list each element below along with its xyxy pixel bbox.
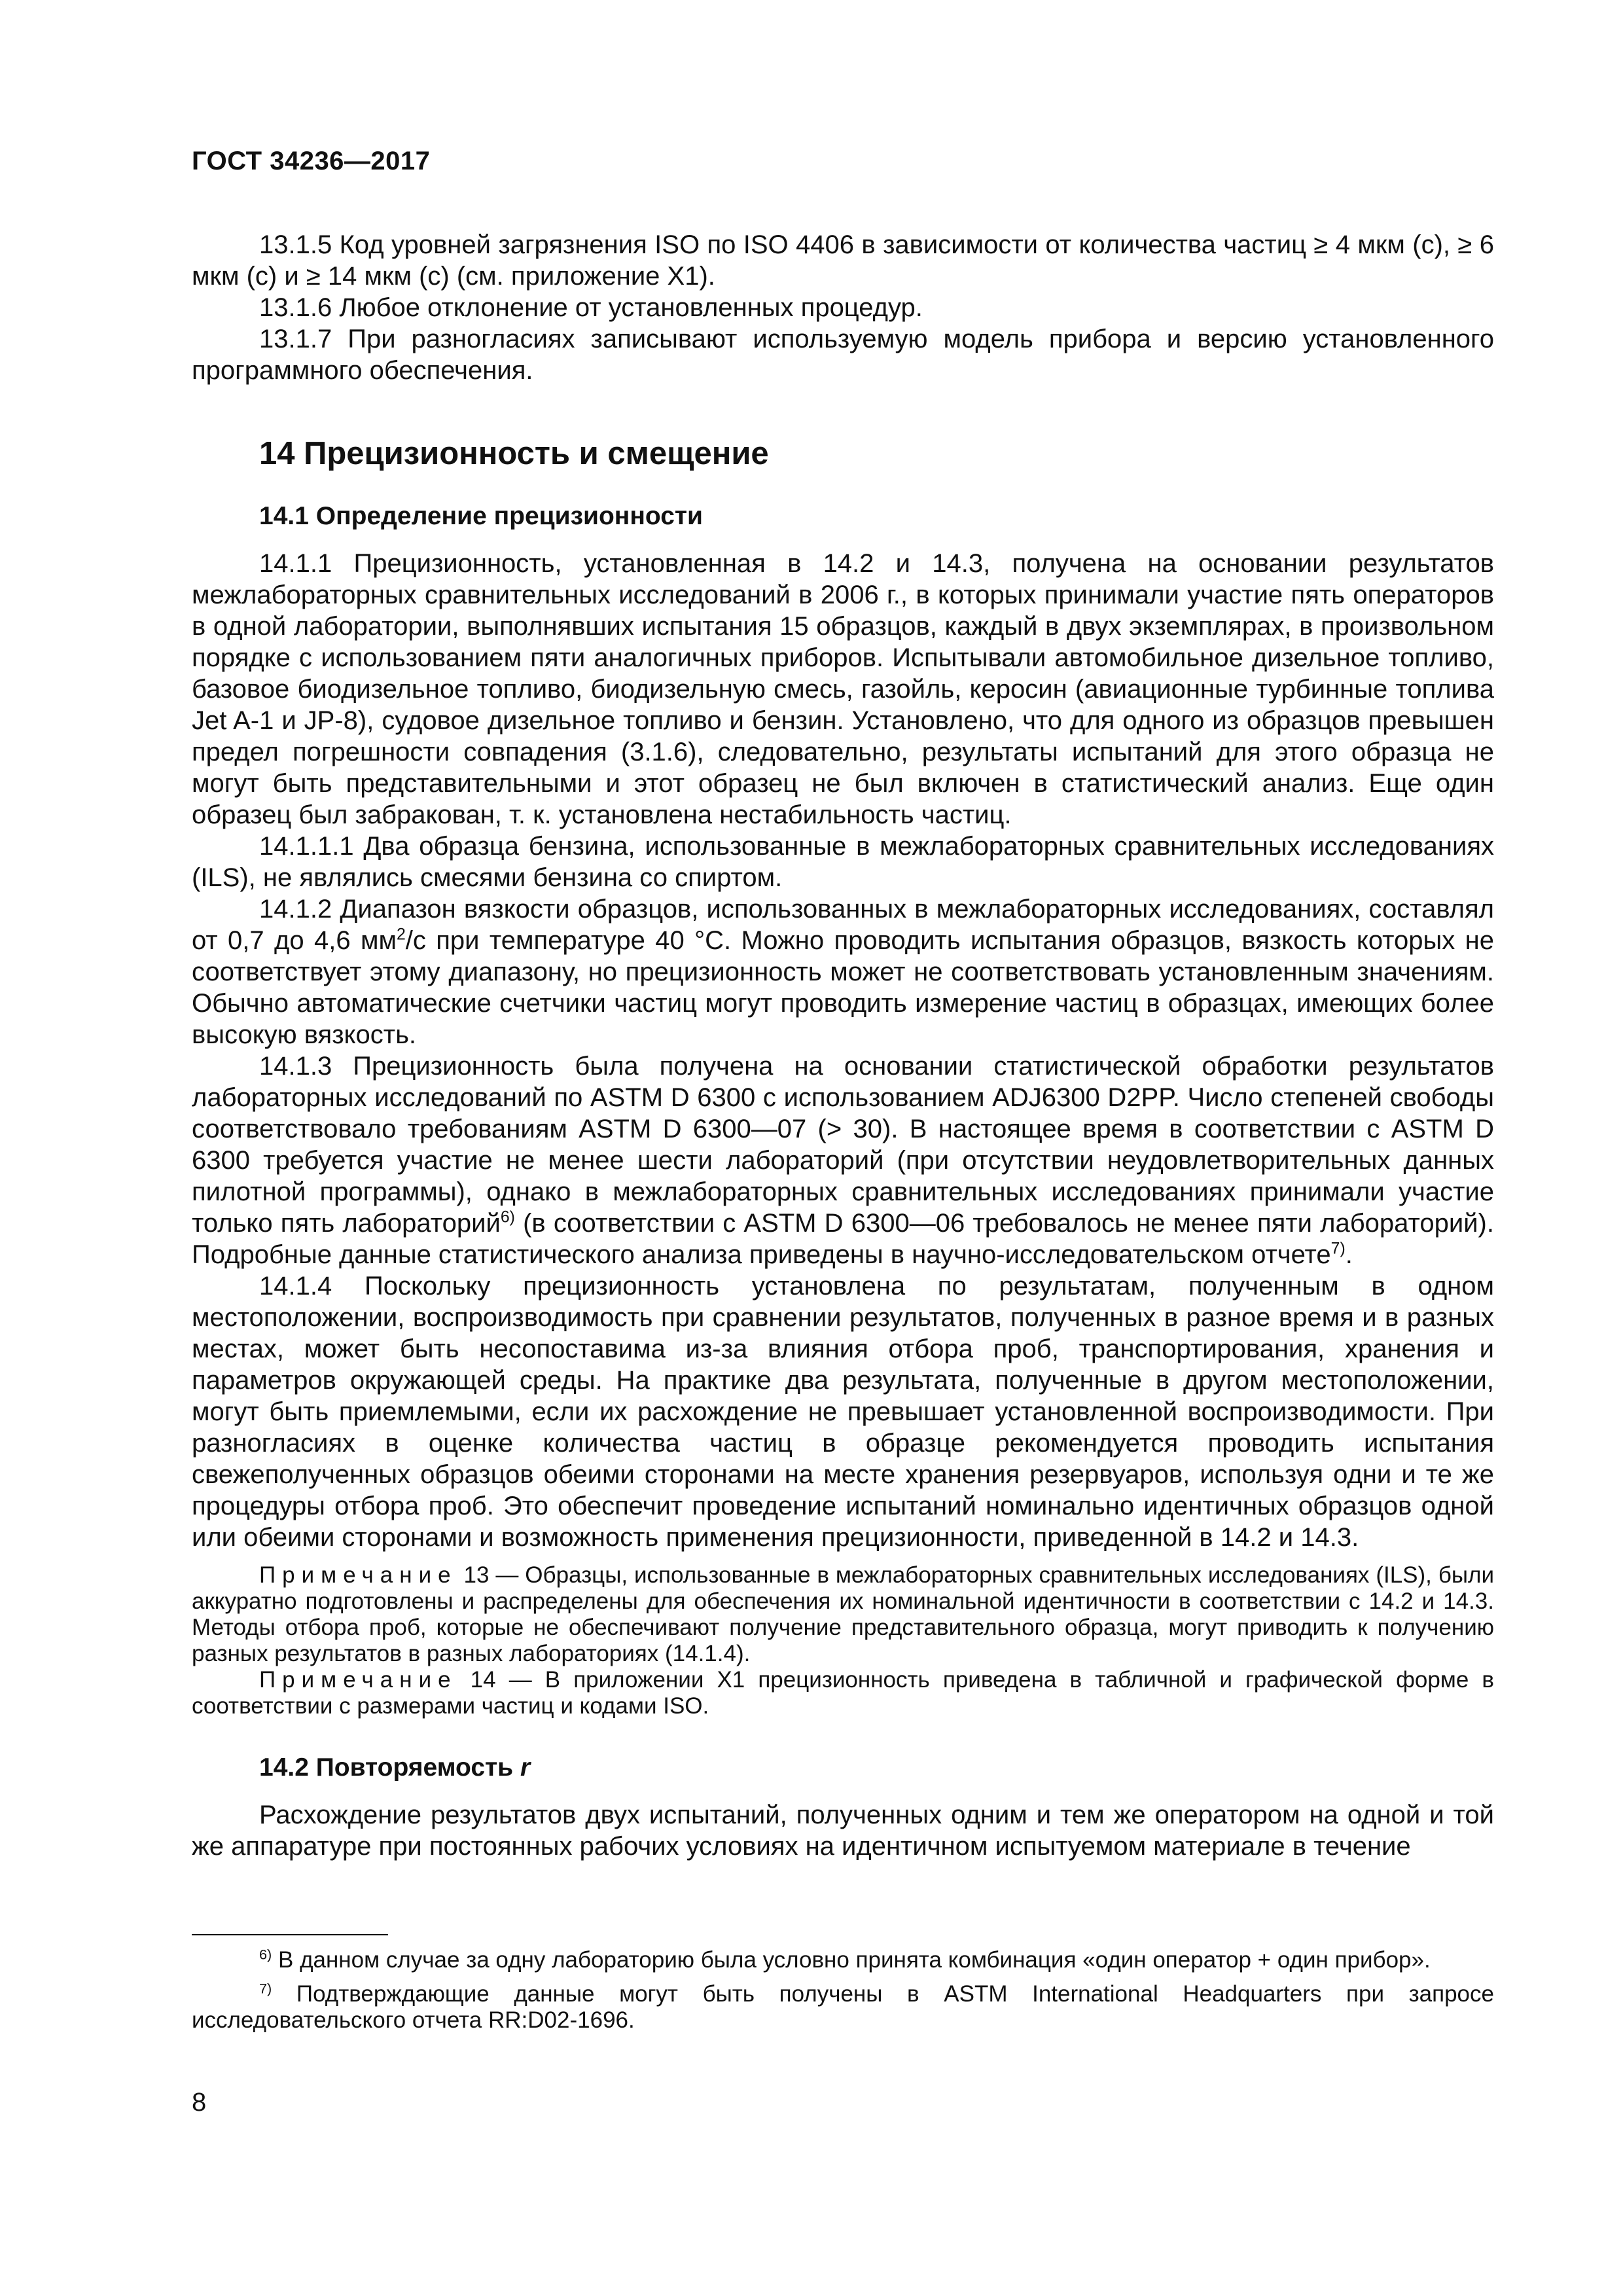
- note-14-label: Примечание: [259, 1667, 457, 1693]
- document-id-header: ГОСТ 34236—2017: [192, 147, 431, 175]
- section-14-title: 14 Прецизионность и смещение: [259, 436, 769, 471]
- clause-14-1-3: [192, 1050, 1494, 1270]
- clause-13-1-5: 13.1.5 Код уровней загрязнения ISO по ISO 4406 в зависимости от количества частиц ≥ 4 мкм (с), ≥ 6 мкм (с) и ≥ 14 мкм (с) (см. приложение X1).: [192, 230, 1494, 291]
- subsection-14-2-title-text: 14.2 Повторяемость: [259, 1753, 520, 1782]
- subsection-14-2-title: [192, 1752, 1494, 1784]
- clause-14-1-1-1: 14.1.1.1 Два образца бензина, использованные в межлабораторных сравнительных исследованиях (ILS), не являлись смесями бензина со спиртом.: [192, 832, 1494, 892]
- subsection-14-1-title: 14.1 Определение прецизионности: [259, 502, 703, 530]
- superscript-2: 2: [396, 925, 406, 944]
- repeatability-symbol: r: [520, 1753, 531, 1782]
- note-13-label: Примечание: [259, 1562, 457, 1588]
- clause-14-2-text: Расхождение результатов двух испытаний, полученных одним и тем же оператором на одной и той же аппаратуре при постоянных рабочих условиях на идентичном испытуемом материале в течение: [192, 1801, 1494, 1861]
- footnote-7-text: Подтверждающие данные могут быть получены в ASTM International Headquarters при запросе исследовательского отчета RR:D02-1696.: [192, 1981, 1494, 2033]
- footnote-6: [192, 1947, 1494, 1973]
- footnote-7: [192, 1981, 1494, 2034]
- clause-13-1-7: 13.1.7 При разногласиях записывают используемую модель прибора и версию установленного программного обеспечения.: [192, 325, 1494, 385]
- clause-14-1-2-text-b: /с при температуре 40 °С. Можно проводить испытания образцов, вязкость которых не соответствует этому диапазону, но прецизионность может не соответствовать установленным значениям. Обычно автоматические счетчики частиц могут проводить измерение частиц в образцах, имеющих более высокую вязкость.: [192, 926, 1495, 1049]
- note-14-text: 14 — В приложении X1 прецизионность приведена в табличной и графической форме в соответствии с размерами частиц и кодами ISO.: [192, 1667, 1494, 1719]
- footnote-separator: [192, 1934, 388, 1935]
- footnote-7-mark: 7): [259, 1980, 272, 1997]
- section-14: [192, 434, 1494, 473]
- footnote-6-mark: 6): [259, 1946, 272, 1963]
- page-number: 8: [192, 2088, 207, 2117]
- clause-14-1-4: 14.1.4 Поскольку прецизионность установлена по результатам, полученным в одном местоположении, воспроизводимость при сравнении результатов, полученных в разное время и в разных местах, может быть несопоставима из-за влияния отбора проб, транспортирования, хранения и параметров окружающей среды. На практике два результата, полученные в другом местоположении, могут быть приемлемыми, если их расхождение не превышает установленной воспроизводимости. При разногласиях в оценке количества частиц в образце рекомендуется проводить испытания свежеполученных образцов обеими сторонами на месте хранения резервуаров, используя одни и те же процедуры отбора проб. Это обеспечит проведение испытаний номинально идентичных образцов одной или обеими сторонами и возможность применения прецизионности, приведенной в 14.2 и 14.3.: [192, 1272, 1494, 1552]
- footnotes: [192, 1947, 1494, 2034]
- clause-14-1-2: [192, 893, 1494, 1050]
- section-13-end: [192, 229, 1494, 386]
- clause-14-1-3-text-b: (в соответствии с ASTM D 6300—06 требовалось не менее пяти лабораторий). Подробные данные статистического анализа приведены в научно-исследовательском отчете: [192, 1209, 1494, 1269]
- note-14: [192, 1667, 1494, 1719]
- clause-13-1-6: 13.1.6 Любое отклонение от установленных процедур.: [259, 293, 923, 322]
- clause-14-1-3-text-c: .: [1345, 1240, 1353, 1269]
- footnote-ref-6[interactable]: 6): [500, 1208, 515, 1227]
- footnote-6-text: В данном случае за одну лабораторию была условно принята комбинация «один оператор + один прибор».: [272, 1947, 1431, 1973]
- note-13: [192, 1562, 1494, 1667]
- clause-14-1-3-text-a: 14.1.3 Прецизионность была получена на основании статистической обработки результатов лабораторных исследований по ASTM D 6300 с использованием ADJ6300 D2PP. Число степеней свободы соответствовало требованиям ASTM D 6300—07 (> 30). В настоящее время в соответствии с ASTM D 6300 требуется участие не менее шести лабораторий (при отсутствии неудовлетворительных данных пилотной программы), однако в межлабораторных сравнительных исследованиях принимали участие только пять лабораторий: [192, 1052, 1494, 1238]
- clause-14-1-2-text-a: 14.1.2 Диапазон вязкости образцов, использованных в межлабораторных исследованиях, составлял от 0,7 до 4,6 мм: [192, 895, 1494, 955]
- clause-14-1-1: 14.1.1 Прецизионность, установленная в 14.2 и 14.3, получена на основании результатов межлабораторных сравнительных исследований в 2006 г., в которых принимали участие пять операторов в одной лаборатории, выполнявших испытания 15 образцов, каждый в двух экземплярах, в произвольном порядке с использованием пяти аналогичных приборов. Испытывали автомобильное дизельное топливо, базовое биодизельное топливо, биодизельную смесь, газойль, керосин (авиационные турбинные топлива Jet A-1 и JP-8), судовое дизельное топливо и бензин. Установлено, что для одного из образцов превышен предел погрешности совпадения (3.1.6), следовательно, результаты испытаний для этого образца не могут быть представительными и этот образец не был включен в статистический анализ. Еще один образец был забракован, т. к. установлена нестабильность частиц.: [192, 549, 1494, 829]
- section-14-1: [192, 501, 1494, 1862]
- footnote-ref-7[interactable]: 7): [1330, 1240, 1346, 1258]
- note-13-text: 13 — Образцы, использованные в межлабораторных сравнительных исследованиях (ILS), были аккуратно подготовлены и распределены для обеспечения их номинальной идентичности в соответствии с 14.2 и 14.3. Методы отбора проб, которые не обеспечивают получение представительного образца, могут приводить к получению разных результатов в разных лабораториях (14.1.4).: [192, 1562, 1494, 1666]
